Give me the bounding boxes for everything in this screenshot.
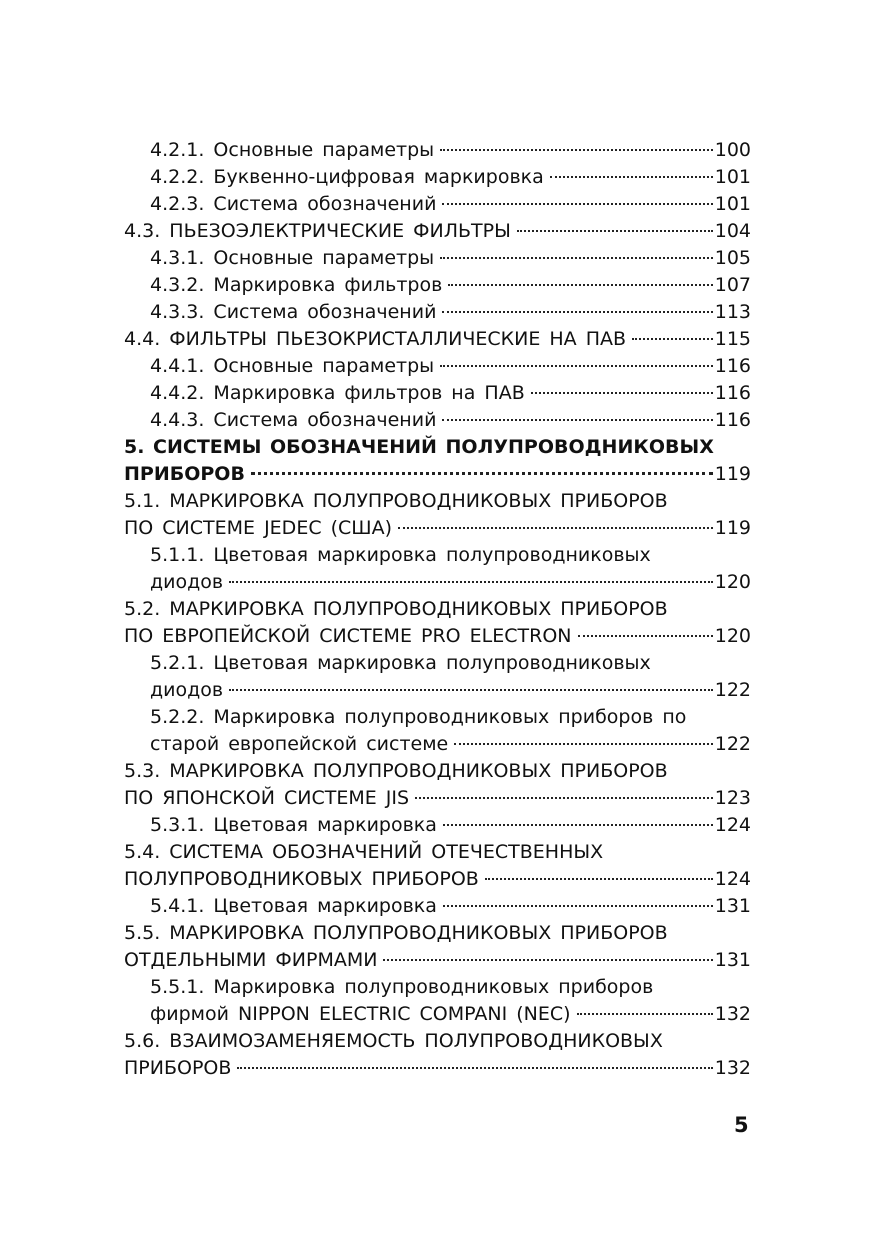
dot-leader (440, 365, 713, 367)
toc-entry (124, 893, 751, 920)
toc-entry (124, 1055, 751, 1082)
dot-leader (454, 743, 713, 745)
dot-leader (531, 392, 713, 394)
toc-entry-title: 5.3. МАРКИРОВКА ПОЛУПРОВОДНИКОВЫХ ПРИБОРОВ (124, 760, 668, 782)
toc-entry (124, 569, 751, 596)
dot-leader (440, 257, 713, 259)
dot-leader (578, 635, 713, 637)
toc-entry (124, 380, 751, 407)
toc-entry (124, 191, 751, 218)
toc-entry-title: ОТДЕЛЬНЫМИ ФИРМАМИ (124, 949, 378, 971)
toc-entry-page: 132 (714, 1057, 751, 1079)
toc-entry-title: 5. СИСТЕМЫ ОБОЗНАЧЕНИЙ ПОЛУПРОВОДНИКОВЫХ (124, 436, 714, 458)
toc-entry-page: 122 (714, 733, 751, 755)
toc-entry (124, 353, 751, 380)
toc-entry (124, 920, 751, 947)
toc-entry (124, 245, 751, 272)
toc-entry-page: 116 (714, 355, 751, 377)
dot-leader (550, 176, 713, 178)
toc-entry-page: 131 (714, 895, 751, 917)
toc-entry (124, 272, 751, 299)
toc-entry (124, 461, 751, 488)
toc-entry-title: 4.4. ФИЛЬТРЫ ПЬЕЗОКРИСТАЛЛИЧЕСКИЕ НА ПАВ (124, 328, 627, 350)
toc-entry-page: 104 (714, 220, 751, 242)
toc-entry-title: 5.2. МАРКИРОВКА ПОЛУПРОВОДНИКОВЫХ ПРИБОРОВ (124, 598, 668, 620)
toc-entry-title: фирмой NIPPON ELECTRIC COMPANI (NEC) (150, 1003, 571, 1025)
toc-entry (124, 515, 751, 542)
toc-entry-title: 4.2.2. Буквенно-цифровая маркировка (150, 166, 544, 188)
dot-leader (443, 905, 713, 907)
dot-leader (442, 203, 712, 205)
dot-leader (517, 230, 713, 232)
dot-leader (237, 1067, 712, 1069)
toc-entry (124, 1001, 751, 1028)
toc-entry-title: диодов (150, 571, 224, 593)
toc-entry (124, 866, 751, 893)
toc-entry-title: ПО ЕВРОПЕЙСКОЙ СИСТЕМЕ PRO ELECTRON (124, 625, 572, 647)
toc-entry (124, 299, 751, 326)
toc-entry-title: 4.4.3. Система обозначений (150, 409, 437, 431)
toc-entry (124, 650, 751, 677)
toc-entry-title: 5.2.1. Цветовая маркировка полупроводниковых (150, 652, 651, 674)
toc-entry (124, 434, 751, 461)
toc-entry (124, 812, 751, 839)
toc-entry-title: 4.3.2. Маркировка фильтров (150, 274, 443, 296)
dot-leader (632, 338, 713, 340)
toc-entry (124, 623, 751, 650)
toc-entry-page: 119 (714, 463, 751, 485)
toc-entry-title: 4.3.1. Основные параметры (150, 247, 435, 269)
toc-entry (124, 407, 751, 434)
toc-entry (124, 326, 751, 353)
toc-entry-page: 123 (714, 787, 751, 809)
dot-leader (229, 689, 713, 691)
dot-leader (398, 527, 713, 529)
toc-entry-title: 4.4.1. Основные параметры (150, 355, 435, 377)
toc-entry (124, 839, 751, 866)
toc-entry (124, 488, 751, 515)
toc-entry-title: 5.5.1. Маркировка полупроводниковых приборов (150, 976, 654, 998)
dot-leader (440, 149, 713, 151)
toc-entry (124, 164, 751, 191)
toc-entry-page: 116 (714, 409, 751, 431)
toc-entry-title: 5.5. МАРКИРОВКА ПОЛУПРОВОДНИКОВЫХ ПРИБОРОВ (124, 922, 668, 944)
dot-leader (251, 472, 713, 475)
toc-entry (124, 137, 751, 164)
toc-entry-page: 122 (714, 679, 751, 701)
toc-entry (124, 596, 751, 623)
dot-leader (442, 311, 712, 313)
toc-entry-page: 113 (714, 301, 751, 323)
toc-entry-title: 5.2.2. Маркировка полупроводниковых приборов по (150, 706, 687, 728)
toc-entry-page: 124 (714, 814, 751, 836)
dot-leader (442, 419, 712, 421)
table-of-contents (124, 137, 751, 1082)
toc-entry (124, 947, 751, 974)
toc-entry (124, 974, 751, 1001)
toc-entry-page: 100 (714, 139, 751, 161)
page-number: 5 (734, 1113, 749, 1137)
toc-entry-title: 5.4. СИСТЕМА ОБОЗНАЧЕНИЙ ОТЕЧЕСТВЕННЫХ (124, 841, 604, 863)
toc-entry (124, 677, 751, 704)
toc-entry (124, 542, 751, 569)
dot-leader (443, 824, 713, 826)
dot-leader (383, 959, 712, 961)
toc-entry-title: ПОЛУПРОВОДНИКОВЫХ ПРИБОРОВ (124, 868, 479, 890)
toc-entry-title: диодов (150, 679, 224, 701)
toc-entry-title: ПРИБОРОВ (124, 463, 245, 485)
toc-entry-title: 5.1.1. Цветовая маркировка полупроводниковых (150, 544, 651, 566)
toc-entry-page: 105 (714, 247, 751, 269)
toc-entry-title: 5.3.1. Цветовая маркировка (150, 814, 437, 836)
toc-entry-page: 101 (714, 193, 751, 215)
toc-entry-title: 5.1. МАРКИРОВКА ПОЛУПРОВОДНИКОВЫХ ПРИБОРОВ (124, 490, 668, 512)
toc-entry-page: 132 (714, 1003, 751, 1025)
toc-entry-title: 5.6. ВЗАИМОЗАМЕНЯЕМОСТЬ ПОЛУПРОВОДНИКОВЫХ (124, 1030, 663, 1052)
dot-leader (577, 1013, 713, 1015)
toc-entry-title: 4.2.1. Основные параметры (150, 139, 435, 161)
toc-entry-page: 115 (714, 328, 751, 350)
toc-entry-title: 5.4.1. Цветовая маркировка (150, 895, 437, 917)
toc-entry-page: 124 (714, 868, 751, 890)
toc-entry-title: 4.2.3. Система обозначений (150, 193, 437, 215)
toc-entry-page: 101 (714, 166, 751, 188)
toc-entry-title: ПО ЯПОНСКОЙ СИСТЕМЕ JIS (124, 787, 410, 809)
toc-entry-page: 120 (714, 571, 751, 593)
dot-leader (229, 581, 713, 583)
toc-entry (124, 731, 751, 758)
toc-entry-title: 4.3.3. Система обозначений (150, 301, 437, 323)
dot-leader (415, 797, 713, 799)
toc-entry-title: ПО СИСТЕМЕ JEDEC (США) (124, 517, 393, 539)
toc-entry-title: 4.4.2. Маркировка фильтров на ПАВ (150, 382, 525, 404)
dot-leader (448, 284, 712, 286)
toc-entry-page: 116 (714, 382, 751, 404)
toc-entry (124, 785, 751, 812)
toc-entry-page: 107 (714, 274, 751, 296)
toc-entry-title: ПРИБОРОВ (124, 1057, 232, 1079)
toc-entry (124, 758, 751, 785)
dot-leader (485, 878, 713, 880)
toc-entry (124, 218, 751, 245)
toc-entry (124, 1028, 751, 1055)
toc-entry-page: 119 (714, 517, 751, 539)
toc-entry-title: старой европейской системе (150, 733, 449, 755)
toc-entry-title: 4.3. ПЬЕЗОЭЛЕКТРИЧЕСКИЕ ФИЛЬТРЫ (124, 220, 511, 242)
toc-entry (124, 704, 751, 731)
toc-entry-page: 120 (714, 625, 751, 647)
toc-entry-page: 131 (714, 949, 751, 971)
